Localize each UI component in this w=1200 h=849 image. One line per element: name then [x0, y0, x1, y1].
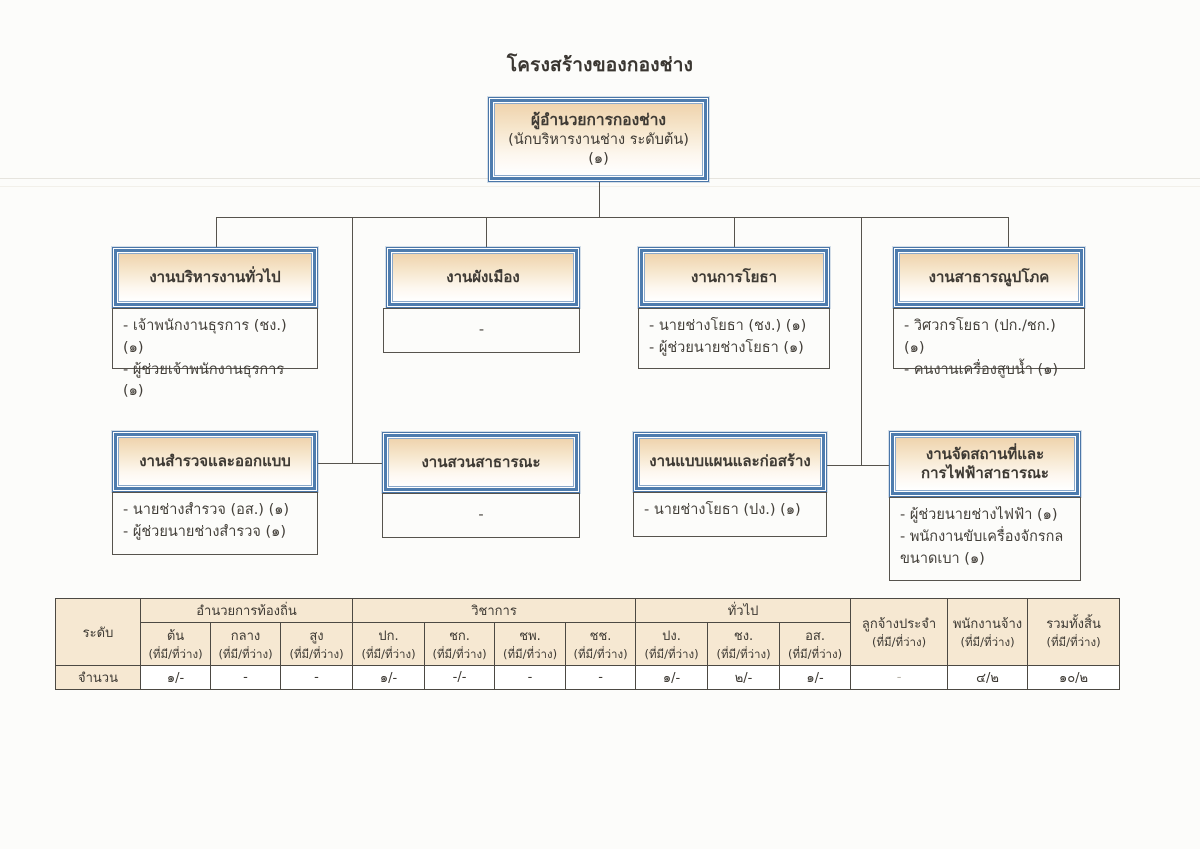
connector-top-vertical — [599, 182, 600, 218]
org-box-general-admin — [112, 247, 318, 308]
org-box-town-planning — [386, 247, 580, 308]
connector-bus-horizontal — [216, 217, 1009, 218]
header-note: (ที่มี/ที่ว่าง) — [289, 646, 344, 661]
group-header-general: ทั่วไป — [636, 599, 851, 623]
staff-list-plans-construction — [633, 492, 827, 537]
scan-artifact-line — [0, 186, 1200, 187]
director-box-frame — [490, 99, 707, 180]
col-header-total — [1028, 599, 1120, 666]
sub-header-chop — [495, 623, 566, 666]
header-label: ปก. — [378, 628, 399, 644]
staff-list-general-admin — [112, 308, 318, 400]
staff-line: - ผู้ช่วยนายช่างโยธา (๑) — [649, 339, 804, 356]
col-header-permanent-employee — [851, 599, 948, 666]
org-box-public-park — [382, 432, 580, 493]
box-frame — [640, 249, 828, 306]
box-frame — [895, 249, 1083, 306]
staff-list-venue-electricity — [889, 497, 1081, 581]
header-label: ปง. — [662, 628, 681, 644]
unit-name: งานจัดสถานที่และ — [925, 444, 1045, 463]
value-cell: ๑/- — [353, 666, 425, 690]
sub-header-sung — [281, 623, 353, 666]
staff-line: ขนาดเบา (๑) — [900, 550, 985, 567]
connector-drop-unit2 — [486, 217, 487, 247]
header-note: (ที่มี/ที่ว่าง) — [716, 646, 771, 661]
value-cell: ๑๐/๒ — [1028, 666, 1120, 690]
staff-list-public-works — [638, 308, 830, 369]
sub-header-ton — [141, 623, 211, 666]
value-cell: - — [566, 666, 636, 690]
value-cell: - — [211, 666, 281, 690]
header-note: (ที่มี/ที่ว่าง) — [502, 646, 558, 661]
unit-name: งานบริหารงานทั่วไป — [118, 253, 312, 302]
header-note: (ที่มี/ที่ว่าง) — [871, 634, 927, 649]
org-box-survey-design — [112, 431, 318, 492]
group-header-academic: วิชาการ — [353, 599, 636, 623]
header-note: (ที่มี/ที่ว่าง) — [644, 646, 699, 661]
staff-list-utilities — [893, 308, 1085, 378]
unit-name: งานผังเมือง — [392, 253, 574, 302]
group-header-local-director: อำนวยการท้องถิ่น — [141, 599, 353, 623]
box-frame — [635, 434, 825, 490]
connector-drop-unit4 — [1008, 217, 1009, 247]
sub-header-pong — [636, 623, 708, 666]
org-box-venue-electricity — [889, 431, 1081, 497]
header-label: อส. — [805, 628, 825, 644]
header-note: (ที่มี/ที่ว่าง) — [432, 646, 487, 661]
value-cell: - — [851, 666, 948, 690]
page-title: โครงสร้างของกองช่าง — [506, 54, 694, 76]
header-label: ลูกจ้างประจำ — [861, 616, 937, 632]
header-label: กลาง — [230, 628, 261, 644]
box-frame — [891, 433, 1079, 495]
staff-line: - นายช่างโยธา (ปง.) (๑) — [644, 502, 801, 518]
org-box-utilities — [893, 247, 1085, 308]
value-cell: ๑/- — [780, 666, 851, 690]
unit-name-wrap — [895, 437, 1075, 491]
header-label: ชง. — [733, 628, 754, 644]
staff-line: - ผู้ช่วยนายช่างสำรวจ (๑) — [123, 523, 286, 540]
staff-line: - — [478, 321, 485, 338]
staff-line: - คนงานเครื่องสูบน้ำ (๑) — [904, 361, 1059, 378]
director-box-fill — [494, 103, 703, 176]
unit-name: งานสาธารณูปโภค — [899, 253, 1079, 302]
sub-header-choch — [566, 623, 636, 666]
header-label: พนักงานจ้าง — [952, 616, 1023, 632]
staff-line: - นายช่างสำรวจ (อส.) (๑) — [123, 502, 290, 518]
value-cell: -/- — [425, 666, 495, 690]
unit-name-line2: การไฟฟ้าสาธารณะ — [921, 464, 1049, 482]
header-label: สูง — [309, 628, 324, 644]
sub-header-klang — [211, 623, 281, 666]
director-title: ผู้อำนวยการกองช่าง — [531, 111, 666, 130]
header-note: (ที่มี/ที่ว่าง) — [573, 646, 628, 661]
connector-left-stub — [318, 463, 382, 464]
header-note: (ที่มี/ที่ว่าง) — [1046, 634, 1101, 649]
value-cell: - — [281, 666, 353, 690]
director-subtitle: (นักบริหารงานช่าง ระดับต้น) (๑) — [508, 132, 689, 168]
connector-right-stub — [827, 465, 889, 466]
staff-line: - เจ้าพนักงานธุรการ (ชง.) (๑) — [123, 318, 287, 356]
value-cell: ๑/- — [141, 666, 211, 690]
org-box-public-works — [638, 247, 830, 308]
col-header-level: ระดับ — [56, 599, 141, 666]
staff-list-town-planning — [383, 308, 580, 353]
box-frame — [114, 249, 316, 306]
connector-drop-unit1 — [216, 217, 217, 247]
box-frame — [114, 433, 316, 490]
sub-header-chong — [708, 623, 780, 666]
org-box-plans-construction — [633, 432, 827, 492]
header-note: (ที่มี/ที่ว่าง) — [960, 634, 1015, 649]
header-note: (ที่มี/ที่ว่าง) — [148, 646, 203, 661]
staff-list-public-park — [382, 493, 580, 538]
col-header-hired-employee — [948, 599, 1028, 666]
connector-left-long-vertical — [352, 217, 353, 464]
value-cell: ๒/- — [708, 666, 780, 690]
staff-line: - วิศวกรโยธา (ปก./ชก.) (๑) — [904, 318, 1056, 356]
sub-header-chok — [425, 623, 495, 666]
staff-line: - ผู้ช่วยนายช่างไฟฟ้า (๑) — [900, 507, 1058, 523]
sub-header-os — [780, 623, 851, 666]
org-box-director — [488, 97, 709, 182]
header-label: รวมทั้งสิ้น — [1046, 616, 1101, 632]
box-frame — [384, 434, 578, 491]
header-label: ชก. — [449, 628, 470, 644]
header-label: ชช. — [589, 628, 612, 644]
staff-line: - ผู้ช่วยเจ้าพนักงานธุรการ (๑) — [123, 361, 285, 400]
header-note: (ที่มี/ที่ว่าง) — [218, 646, 273, 661]
sub-header-pok — [353, 623, 425, 666]
staffing-summary-table — [55, 598, 1120, 690]
staff-line: - นายช่างโยธา (ชง.) (๑) — [649, 318, 807, 334]
value-cell: ๑/- — [636, 666, 708, 690]
connector-right-long-vertical — [861, 217, 862, 466]
header-note: (ที่มี/ที่ว่าง) — [361, 646, 416, 661]
unit-name: งานสวนสาธารณะ — [388, 438, 574, 487]
staff-line: - พนักงานขับเครื่องจักรกล — [900, 528, 1064, 545]
value-cell: - — [495, 666, 566, 690]
unit-name: งานการโยธา — [644, 253, 824, 302]
staff-line: - — [478, 506, 484, 523]
value-cell: ๔/๒ — [948, 666, 1028, 690]
box-frame — [388, 249, 578, 306]
header-label: ต้น — [166, 628, 185, 644]
header-note: (ที่มี/ที่ว่าง) — [787, 646, 843, 661]
unit-name: งานแบบแผนและก่อสร้าง — [639, 438, 821, 486]
header-label: ชพ. — [519, 628, 541, 644]
unit-name: งานสำรวจและออกแบบ — [118, 437, 312, 486]
row-label-count: จำนวน — [56, 666, 141, 690]
connector-drop-unit3 — [734, 217, 735, 247]
staff-list-survey-design — [112, 492, 318, 555]
